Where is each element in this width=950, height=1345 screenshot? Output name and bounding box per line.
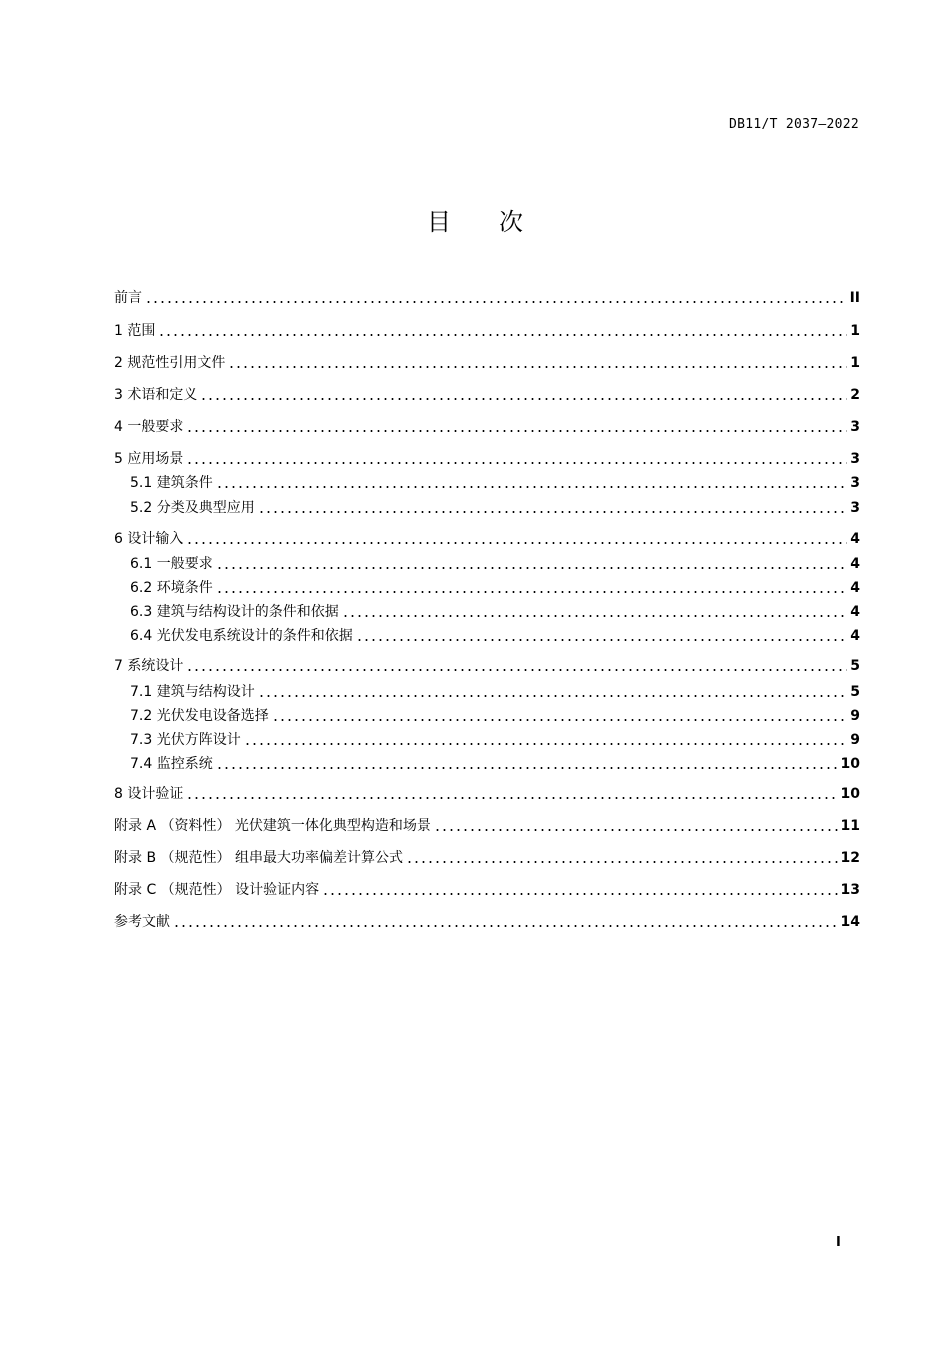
toc-entry-7-3[interactable] (114, 730, 860, 750)
toc-entry-page: 9 (850, 732, 860, 748)
toc-entry-label: 7.3 光伏方阵设计 (130, 732, 241, 748)
dot-leader (228, 366, 847, 368)
toc-entry-page: 3 (850, 500, 860, 516)
toc-entry-page: 1 (850, 323, 860, 339)
toc-entry-appendix-b[interactable] (114, 848, 860, 868)
toc-entry-page: 12 (840, 850, 860, 866)
toc-entry-design-verification[interactable] (114, 784, 860, 804)
dot-leader (406, 861, 838, 863)
toc-entry-7-1[interactable] (114, 682, 860, 702)
dot-leader (186, 430, 847, 432)
toc-title: 目次 (427, 208, 571, 236)
toc-entry-page: 3 (850, 451, 860, 467)
dot-leader (258, 695, 848, 697)
toc-entry-6-1[interactable] (114, 554, 860, 574)
toc-entry-references[interactable] (114, 912, 860, 932)
toc-entry-6-2[interactable] (114, 578, 860, 598)
toc-entry-application-scenarios[interactable] (114, 449, 860, 469)
toc-entry-page: II (849, 290, 860, 306)
dot-leader (158, 334, 847, 336)
toc-entry-label: 附录 C （规范性） 设计验证内容 (114, 882, 320, 898)
dot-leader (186, 542, 847, 544)
toc-entry-label: 6.4 光伏发电系统设计的条件和依据 (130, 628, 353, 644)
toc-entry-page: 10 (840, 786, 860, 802)
toc-entry-label: 前言 (114, 290, 142, 306)
dot-leader (145, 301, 847, 303)
toc-entry-appendix-c[interactable] (114, 880, 860, 900)
toc-entry-label: 5.1 建筑条件 (130, 475, 213, 491)
dot-leader (186, 462, 847, 464)
toc-entry-label: 7.1 建筑与结构设计 (130, 684, 255, 700)
toc-entry-label: 3 术语和定义 (114, 387, 198, 403)
toc-entry-label: 2 规范性引用文件 (114, 355, 226, 371)
toc-entry-label: 7 系统设计 (114, 658, 184, 674)
toc-entry-page: 5 (850, 684, 860, 700)
toc-entry-label: 6.3 建筑与结构设计的条件和依据 (130, 604, 339, 620)
dot-leader (244, 743, 848, 745)
toc-entry-preface[interactable] (114, 288, 860, 308)
toc-entry-page: 11 (840, 818, 860, 834)
toc-entry-page: 4 (850, 556, 860, 572)
toc-entry-label: 8 设计验证 (114, 786, 184, 802)
toc-entry-label: 7.4 监控系统 (130, 756, 213, 772)
toc-entry-label: 6 设计输入 (114, 531, 184, 547)
toc-entry-label: 5.2 分类及典型应用 (130, 500, 255, 516)
dot-leader (342, 615, 848, 617)
toc-entry-label: 7.2 光伏发电设备选择 (130, 708, 269, 724)
toc-entry-design-input[interactable] (114, 529, 860, 549)
dot-leader (322, 893, 837, 895)
toc-entry-label: 6.1 一般要求 (130, 556, 213, 572)
toc-entry-page: 4 (850, 604, 860, 620)
dot-leader (186, 669, 847, 671)
toc-entry-label: 附录 A （资料性） 光伏建筑一体化典型构造和场景 (114, 818, 431, 834)
toc-entry-page: 4 (850, 580, 860, 596)
toc-entry-general-requirements[interactable] (114, 417, 860, 437)
dot-leader (173, 925, 838, 927)
toc-entry-page: 4 (850, 628, 860, 644)
toc-entry-label: 5 应用场景 (114, 451, 184, 467)
toc-entry-label: 1 范围 (114, 323, 156, 339)
toc-entry-scope[interactable] (114, 321, 860, 341)
toc-entry-page: 5 (850, 658, 860, 674)
toc-entry-system-design[interactable] (114, 656, 860, 676)
toc-entry-label: 6.2 环境条件 (130, 580, 213, 596)
toc-entry-5-1[interactable] (114, 473, 860, 493)
toc-entry-6-3[interactable] (114, 602, 860, 622)
toc-entry-page: 3 (850, 419, 860, 435)
document-code: DB11/T 2037—2022 (728, 117, 859, 132)
dot-leader (258, 511, 848, 513)
toc-entry-label: 参考文献 (114, 914, 170, 930)
toc-entry-page: 3 (850, 475, 860, 491)
dot-leader (272, 719, 848, 721)
dot-leader (434, 829, 838, 831)
toc-entry-label: 4 一般要求 (114, 419, 184, 435)
toc-entry-7-4[interactable] (114, 754, 860, 774)
dot-leader (216, 486, 848, 488)
dot-leader (216, 567, 848, 569)
toc-entry-label: 附录 B （规范性） 组串最大功率偏差计算公式 (114, 850, 403, 866)
toc-entry-7-2[interactable] (114, 706, 860, 726)
page-number: I (836, 1235, 841, 1250)
toc-entry-page: 4 (850, 531, 860, 547)
toc-entry-page: 9 (850, 708, 860, 724)
toc-entry-terms-definitions[interactable] (114, 385, 860, 405)
dot-leader (216, 591, 848, 593)
toc-entry-page: 10 (840, 756, 860, 772)
toc-entry-normative-references[interactable] (114, 353, 860, 373)
toc-entry-page: 14 (840, 914, 860, 930)
toc-entry-appendix-a[interactable] (114, 816, 860, 836)
toc-entry-page: 13 (840, 882, 860, 898)
toc-entry-5-2[interactable] (114, 498, 860, 518)
toc-entry-page: 1 (850, 355, 860, 371)
dot-leader (356, 639, 848, 641)
toc-entry-6-4[interactable] (114, 626, 860, 646)
dot-leader (200, 398, 847, 400)
toc-entry-page: 2 (850, 387, 860, 403)
dot-leader (216, 767, 838, 769)
dot-leader (186, 797, 837, 799)
